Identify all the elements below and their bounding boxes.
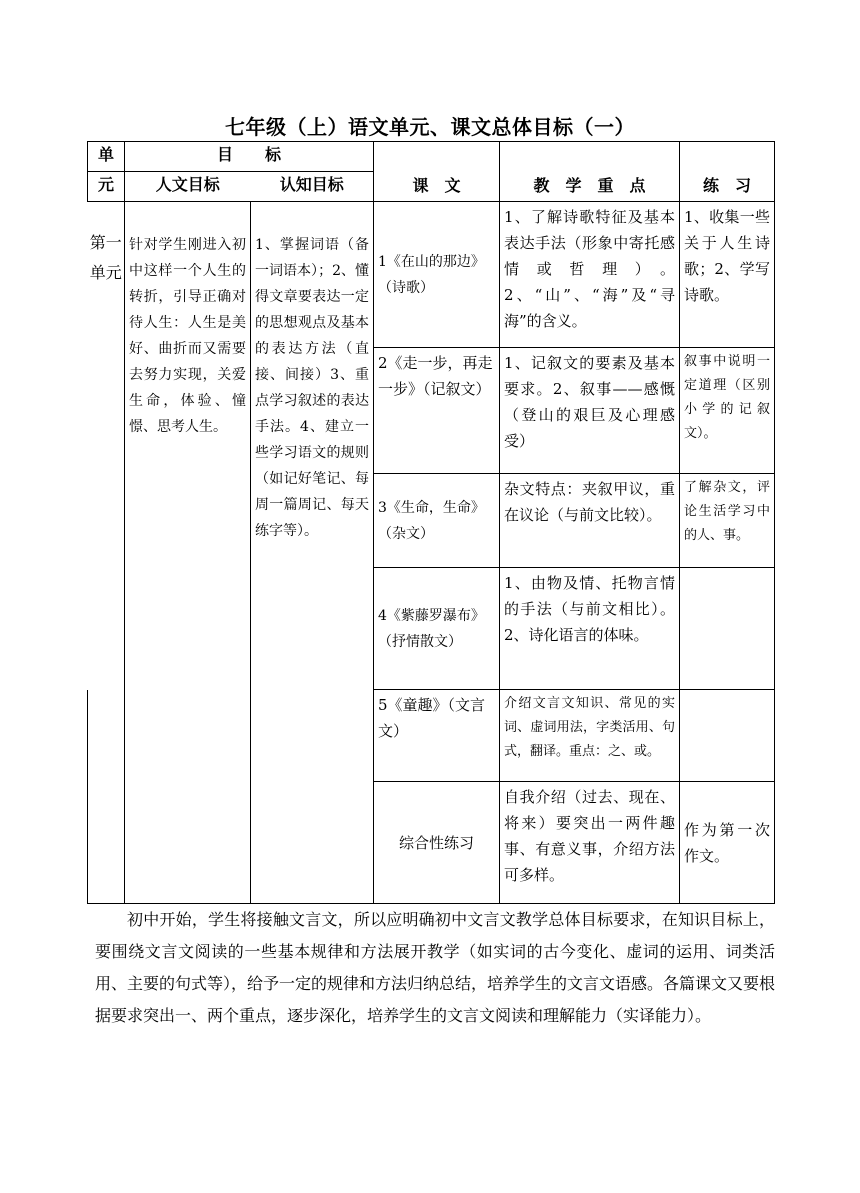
table-row	[88, 202, 775, 348]
lesson-text: 5《童趣》（文言文）	[374, 690, 500, 782]
header-unit-top: 单	[88, 142, 125, 172]
lesson-focus: 介绍文言文知识、常见的实词、虚词用法，字类活用、句式，翻译。重点：之、或。	[500, 690, 680, 782]
header-cognitive: 认知目标	[251, 172, 374, 202]
cognitive-goal: 1、掌握词语（备一词语本）；2、懂得文章要表达一定的思想观点及基本的表达方法（直接、间接）3、重点学习叙述的表达手法。4、建立一些学习语文的规则（如记好笔记、每周一篇周记、每天练字等）。	[251, 202, 374, 904]
header-row-1	[88, 142, 775, 172]
lesson-focus: 自我介绍（过去、现在、将来）要突出一两件趣事、有意义事，介绍方法可多样。	[500, 782, 680, 904]
header-humanistic: 人文目标	[125, 172, 251, 202]
header-practice: 练 习	[680, 142, 775, 202]
objectives-table	[87, 141, 775, 904]
lesson-text: 4《紫藤罗瀑布》（抒情散文）	[374, 568, 500, 690]
lesson-focus: 1、由物及情、托物言情的手法（与前文相比）。 2、诗化语言的体味。	[500, 568, 680, 690]
lesson-text: 综合性练习	[374, 782, 500, 904]
lesson-practice	[680, 690, 775, 782]
lesson-text: 1《在山的那边》（诗歌）	[374, 202, 500, 348]
humanistic-goal: 针对学生刚进入初中这样一个人生的转折，引导正确对待人生：人生是美好、曲折而又需要去努力实现，关爱生命，体验、憧憬、思考人生。	[125, 202, 251, 904]
lesson-practice: 叙事中说明一定道理（区别小学的记叙文）。	[680, 348, 775, 474]
header-focus: 教 学 重 点	[500, 142, 680, 202]
lesson-practice: 1、收集一些关于人生诗歌；2、学写诗歌。	[680, 202, 775, 348]
header-unit-bottom: 元	[88, 172, 125, 202]
header-text: 课 文	[374, 142, 500, 202]
table-left-border	[87, 690, 88, 904]
lesson-focus: 1、了解诗歌特征及基本表达手法（形象中寄托感情或哲理）。2、“山”、“海”及“寻海”的含义。	[500, 202, 680, 348]
lesson-focus: 杂文特点：夹叙甲议，重在议论（与前文比较）。	[500, 474, 680, 568]
page-title: 七年级（上）语文单元、课文总体目标（一）	[225, 115, 635, 139]
lesson-practice	[680, 568, 775, 690]
lesson-focus: 1、记叙文的要素及基本要求。2、叙事——感慨（登山的艰巨及心理感受）	[500, 348, 680, 474]
lesson-text: 3《生命，生命》（杂文）	[374, 474, 500, 568]
lesson-practice: 作为第一次作文。	[680, 782, 775, 904]
header-goal: 目 标	[125, 142, 374, 172]
lesson-text: 2《走一步，再走一步》（记叙文）	[374, 348, 500, 474]
body-paragraph: 初中开始，学生将接触文言文，所以应明确初中文言文教学总体目标要求，在知识目标上，要围绕文言文阅读的一些基本规律和方法展开教学（如实词的古今变化、虚词的运用、词类活用、主要的句式等），给予一定的规律和方法归纳总结，培养学生的文言文语感。各篇课文又要根据要求突出一、两个重点，逐步深化，培养学生的文言文阅读和理解能力（实译能力）。	[95, 910, 776, 1025]
unit-name: 第一单元	[88, 202, 125, 904]
lesson-practice: 了解杂文，评论生活学习中的人、事。	[680, 474, 775, 568]
